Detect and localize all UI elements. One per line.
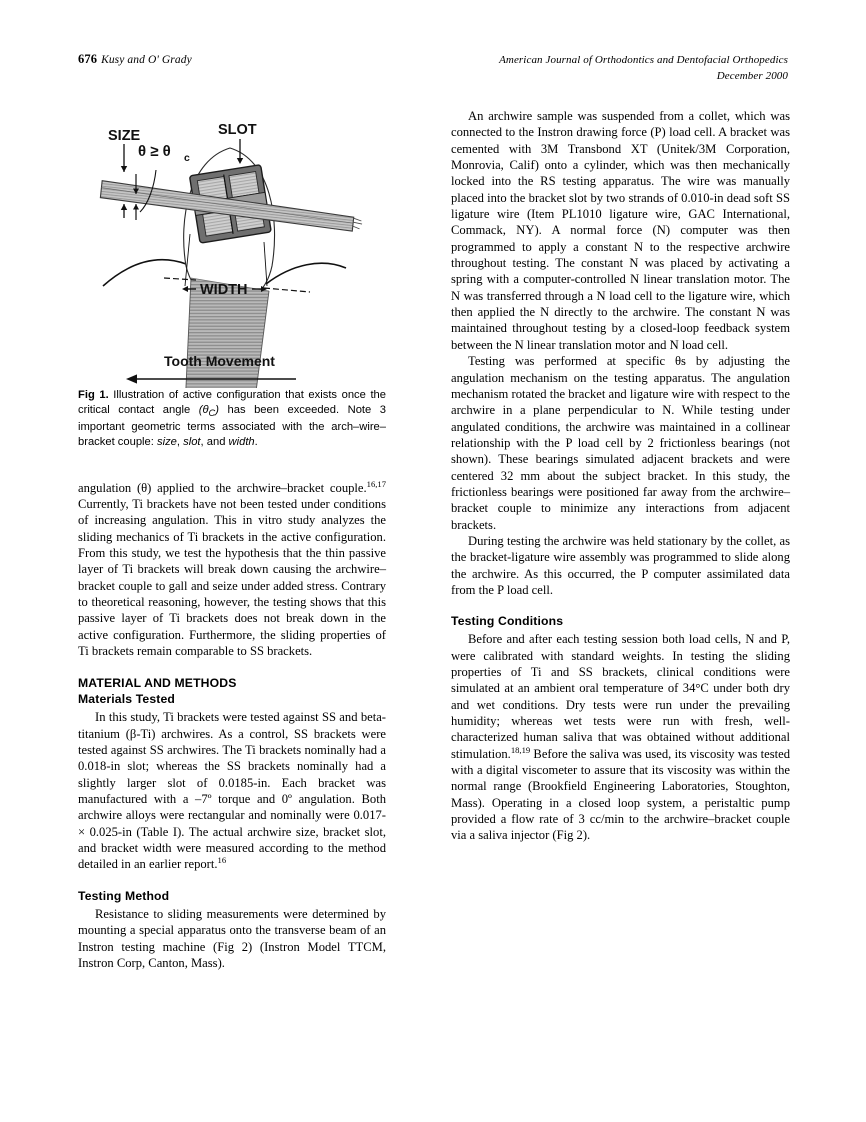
paragraph-archwire-sample: An archwire sample was suspended from a collet, which was connected to the Instron drawing force (P) load cell. A bracket was cemented with 3M Transbond XT (Unitek/3M Corporation, Monrovia, Calif) onto a cylinder, which was then mechanically locked into the RS testing apparatus. The wire was manually placed into the bracket slot by two strands of 0.010-in dead soft SS ligature wire (Item PL1010 ligature wire, GAC International, Commack, NY). A normal force (N) computer was then programmed to apply a constant N to the respective archwire throughout testing. The constant N was placed by activating a spring with a computer-controlled N linear translation motor. The N was transferred through a N load cell to the ligature wire, which then applied the N directly to the archwire. The constant N was maintained throughout testing by a closed-loop feedback system between the N linear translation motor and N load cell. bbox=[451, 109, 790, 352]
figure-caption-term-size: size bbox=[156, 436, 177, 449]
paragraph-testing-angulation: Testing was performed at specific θs by adjusting the angulation mechanism on the testing apparatus. The angulation mechanism rotated the bracket and ligature wire with respect to the archwire in a plane perpendicular to N. While testing under angulated conditions, the archwire was maintained in a collinear relationship with the P load cell by 2 frictionless bearings (not shown). These bearings simulated adjacent brackets and were centered 32 mm about the subject bracket. In this study, the frictionless bearings were positioned far away from the archwire–bracket couple to minimize any interactions from adjacent brackets. bbox=[451, 354, 790, 532]
paragraph-conditions-part-2: Before the saliva was used, its viscosity was tested with a digital viscometer to assure that its viscosity was within the normal range (Brookfield Engineering Laboratories, Stoughton, Mass). Operating in a closed loop system, a peristaltic pump provided a flow rate of 3 cc/min to the archwire–bracket couple via a saliva injector (Fig 2). bbox=[451, 746, 790, 843]
heading-materials-tested: Materials Tested bbox=[78, 692, 176, 707]
figure-caption-text-2: has been exceeded. Note 3 important geometric terms associated with the arch–wire–bracket couple: bbox=[78, 403, 387, 449]
right-column bbox=[451, 108, 790, 844]
bracket-archwire-illustration bbox=[78, 108, 386, 388]
figure-caption-theta: (θ bbox=[198, 403, 209, 416]
paragraph-angulation-part-1: angulation (θ) applied to the archwire–bracket couple. bbox=[78, 480, 367, 495]
reference-16-17: 16,17 bbox=[366, 478, 386, 489]
figure-caption-label: Fig 1. bbox=[78, 389, 109, 401]
paragraph-materials-tested bbox=[78, 709, 386, 872]
paragraph-testing-method: Resistance to sliding measurements were determined by mounting a special apparatus onto the transverse beam of an Instron testing machine (Fig 2) (Instron Model TTCM, Instron Corp, Canton, Mass). bbox=[78, 906, 386, 970]
figure-caption-term-width: width bbox=[228, 436, 255, 449]
paragraph-angulation bbox=[78, 480, 386, 660]
figure-caption-text-1: Illustration of active configuration that exists once the critical contact angle bbox=[78, 389, 386, 416]
figure-label-critical-angle bbox=[138, 143, 190, 164]
figure-body-gap bbox=[78, 456, 386, 480]
figure-label-tooth-movement: Tooth Movement bbox=[164, 353, 275, 369]
figure-1-artwork bbox=[78, 108, 386, 388]
reference-18-19: 18,19 bbox=[510, 744, 531, 755]
heading-material-and-methods: MATERIAL AND METHODS bbox=[78, 676, 237, 691]
paragraph-angulation-part-2: Currently, Ti brackets have not been tested under conditions of increasing angulation. This in vitro study analyzes the sliding mechanics of Ti brackets in the active configuration. From this study, we test the hypothesis that the thin passive layer of Ti brackets will break down causing the archwire–bracket couple to gall and seize under added stress. Contrary to theoretical reasoning, however, the testing shows that this passive layer of Ti brackets does not break down in the active configuration. Furthermore, the sliding properties of Ti brackets remain comparable to SS brackets. bbox=[78, 496, 386, 659]
heading-testing-conditions: Testing Conditions bbox=[451, 614, 564, 629]
journal-title: American Journal of Orthodontics and Dentofacial Orthopedics bbox=[499, 54, 788, 66]
figure-1 bbox=[78, 108, 386, 450]
paragraph-testing-conditions bbox=[451, 631, 790, 843]
svg-text:θ ≥ θ: θ ≥ θ bbox=[138, 143, 171, 160]
paragraph-during-testing: During testing the archwire was held stationary by the collet, as the bracket-ligature wire assembly was programmed to slide along the archwire. As this occurred, the P computer assimilated data from the P load cell. bbox=[451, 533, 790, 597]
running-head-authors: Kusy and O' Grady bbox=[101, 54, 192, 66]
figure-caption-theta-sub: C bbox=[208, 407, 216, 418]
paragraph-conditions-part-1: Before and after each testing session both load cells, N and P, were calibrated with standard weights. In testing the sliding properties of Ti and SS brackets, clinical conditions were simulated at an ambient oral temperature of 34°C under both dry and wet conditions. Dry tests were run under the prevailing humidity; whereas wet tests were run with fresh, well-characterized human saliva that was obtained without additional stimulation. bbox=[451, 632, 790, 761]
figure-caption-sep-1: , bbox=[176, 436, 184, 449]
page-number: 676 bbox=[78, 52, 98, 66]
figure-label-size: SIZE bbox=[108, 128, 141, 144]
left-column bbox=[78, 108, 386, 971]
paragraph-materials-part-1: In this study, Ti brackets were tested against SS and beta-titanium (β-Ti) archwires. As a control, SS brackets were tested against SS archwires. The Ti brackets nominally had a 0.018-in slot; whereas the SS brackets nominally had a slightly larger slot of 0.0185-in. Each bracket was manufactured with a –7º torque and 0º angulation. Both archwire alloys were rectangular and nominally were 0.017- × 0.025-in (Table I). The actual archwire size, bracket slot, and bracket width were measured according to the method detailed in an earlier report. bbox=[78, 710, 386, 872]
reference-16: 16 bbox=[217, 855, 227, 866]
svg-text:c: c bbox=[184, 152, 190, 164]
figure-caption-end: . bbox=[254, 436, 258, 449]
running-head-left bbox=[78, 52, 192, 67]
issue-date: December 2000 bbox=[716, 70, 788, 82]
running-head bbox=[78, 52, 788, 94]
figure-label-slot: SLOT bbox=[218, 122, 257, 138]
heading-testing-method: Testing Method bbox=[78, 888, 170, 903]
figure-1-caption bbox=[78, 388, 386, 450]
running-head-right bbox=[499, 52, 788, 84]
figure-caption-sep-2: , and bbox=[200, 436, 229, 449]
figure-caption-paren: ) bbox=[215, 403, 219, 416]
figure-label-width: WIDTH bbox=[200, 282, 248, 298]
figure-caption-term-slot: slot bbox=[183, 436, 201, 449]
